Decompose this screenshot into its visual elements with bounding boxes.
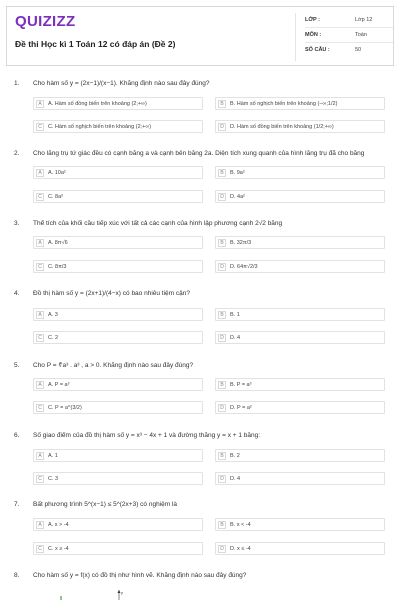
question-number: 6. <box>14 432 20 439</box>
option-d[interactable] <box>215 331 385 344</box>
option-text: D. x ≤ -4 <box>230 546 251 552</box>
option-text: D. 64π√2/3 <box>230 264 258 270</box>
option-c[interactable] <box>33 120 203 133</box>
question-text: Cho lăng trụ tứ giác đều có cạnh bằng a và cạnh bên bằng 2a. Diện tích xung quanh của hình lăng trụ đã cho bằng <box>33 150 365 157</box>
option-letter: D <box>218 545 226 553</box>
header-box <box>6 6 394 66</box>
y-axis-label: y <box>121 590 123 595</box>
info-count-label: SỐ CÂU : <box>305 47 330 53</box>
option-d[interactable] <box>215 120 385 133</box>
option-b[interactable] <box>215 308 385 321</box>
option-letter: A <box>36 100 44 108</box>
info-subject-value: Toán <box>355 32 367 38</box>
option-letter: B <box>218 452 226 460</box>
option-letter: C <box>36 123 44 131</box>
option-a[interactable] <box>33 97 203 110</box>
option-text: C. 8π/3 <box>48 264 67 270</box>
option-letter: B <box>218 169 226 177</box>
question-number: 3. <box>14 220 20 227</box>
info-class-label: LỚP : <box>305 17 320 23</box>
option-text: B. Hàm số nghịch biến trên khoảng (−∞;1/2) <box>230 101 338 107</box>
option-text: C. 8a² <box>48 194 63 200</box>
option-letter: C <box>36 193 44 201</box>
option-letter: C <box>36 404 44 412</box>
option-text: A. 8π√6 <box>48 240 68 246</box>
option-text: A. x > -4 <box>48 522 69 528</box>
question-text: Cho P = ∜a³ . a³ , a > 0. Khẳng định nào sau đây đúng? <box>33 362 194 369</box>
option-a[interactable] <box>33 449 203 462</box>
document-title: Đề thi Học kì 1 Toán 12 có đáp án (Đề 2) <box>15 39 176 49</box>
question-number: 1. <box>14 80 20 87</box>
option-letter: A <box>36 169 44 177</box>
option-d[interactable] <box>215 472 385 485</box>
option-b[interactable] <box>215 518 385 531</box>
option-c[interactable] <box>33 190 203 203</box>
function-graph-partial <box>55 590 125 600</box>
option-letter: B <box>218 521 226 529</box>
question-text: Cho hàm số y = f(x) có đồ thị như hình vẽ. Khẳng định nào sau đây đúng? <box>33 572 247 579</box>
option-text: B. x < -4 <box>230 522 251 528</box>
option-c[interactable] <box>33 331 203 344</box>
option-text: A. P = a³ <box>48 382 70 388</box>
question-text: Đồ thị hàm số y = (2x+1)/(4−x) có bao nhiêu tiệm cận? <box>33 290 190 297</box>
option-letter: C <box>36 263 44 271</box>
option-a[interactable] <box>33 166 203 179</box>
option-text: B. 32π/3 <box>230 240 252 246</box>
option-a[interactable] <box>33 518 203 531</box>
option-letter: A <box>36 381 44 389</box>
option-a[interactable] <box>33 236 203 249</box>
question-number: 2. <box>14 150 20 157</box>
option-letter: D <box>218 404 226 412</box>
option-c[interactable] <box>33 542 203 555</box>
option-text: C. x ≥ -4 <box>48 546 69 552</box>
option-text: D. P = a² <box>230 405 252 411</box>
option-b[interactable] <box>215 166 385 179</box>
question-number: 5. <box>14 362 20 369</box>
option-a[interactable] <box>33 308 203 321</box>
option-c[interactable] <box>33 401 203 414</box>
option-text: A. Hàm số đồng biến trên khoảng (2;+∞) <box>48 101 147 107</box>
option-letter: D <box>218 123 226 131</box>
option-text: C. 2 <box>48 335 59 341</box>
info-class-value: Lớp 12 <box>355 17 373 23</box>
question-text: Thể tích của khối cầu tiếp xúc với tất cả các cạnh của hình lập phương cạnh 2√2 bằng <box>33 220 283 227</box>
option-text: A. 3 <box>48 312 58 318</box>
option-letter: D <box>218 193 226 201</box>
question-text: Số giao điểm của đồ thị hàm số y = x³ − 4x + 1 và đường thẳng y = x + 1 bằng: <box>33 432 261 439</box>
option-d[interactable] <box>215 401 385 414</box>
option-c[interactable] <box>33 472 203 485</box>
question-number: 4. <box>14 290 20 297</box>
option-letter: D <box>218 334 226 342</box>
option-b[interactable] <box>215 449 385 462</box>
option-letter: A <box>36 452 44 460</box>
option-c[interactable] <box>33 260 203 273</box>
option-letter: B <box>218 311 226 319</box>
option-text: D. 4a² <box>230 194 245 200</box>
option-letter: B <box>218 100 226 108</box>
option-letter: C <box>36 545 44 553</box>
option-letter: B <box>218 239 226 247</box>
option-d[interactable] <box>215 260 385 273</box>
option-text: D. 4 <box>230 335 241 341</box>
info-count-value: 50 <box>355 47 362 53</box>
option-text: D. Hàm số đồng biến trên khoảng (1/2;+∞) <box>230 124 334 130</box>
option-letter: D <box>218 475 226 483</box>
option-letter: C <box>36 334 44 342</box>
info-subject-label: MÔN : <box>305 32 322 38</box>
option-text: C. P = a^(3/2) <box>48 405 82 411</box>
info-separator <box>305 42 393 43</box>
question-number: 8. <box>14 572 20 579</box>
option-letter: B <box>218 381 226 389</box>
option-letter: C <box>36 475 44 483</box>
option-b[interactable] <box>215 378 385 391</box>
option-text: B. 9a² <box>230 170 245 176</box>
info-separator <box>305 27 393 28</box>
option-text: C. 3 <box>48 476 59 482</box>
option-text: B. 2 <box>230 453 240 459</box>
question-text: Cho hàm số y = (2x−1)/(x−1). Khẳng định nào sau đây đúng? <box>33 80 210 87</box>
option-text: A. 10a² <box>48 170 66 176</box>
option-letter: A <box>36 239 44 247</box>
option-b[interactable] <box>215 97 385 110</box>
option-text: B. P = a³ <box>230 382 252 388</box>
option-text: B. 1 <box>230 312 240 318</box>
option-text: A. 1 <box>48 453 58 459</box>
option-letter: A <box>36 521 44 529</box>
quizizz-logo: QUIZIZZ <box>15 13 76 30</box>
option-d[interactable] <box>215 190 385 203</box>
option-text: D. 4 <box>230 476 241 482</box>
option-letter: A <box>36 311 44 319</box>
option-a[interactable] <box>33 378 203 391</box>
option-d[interactable] <box>215 542 385 555</box>
option-text: C. Hàm số nghịch biến trên khoảng (2;+∞) <box>48 124 152 130</box>
question-number: 7. <box>14 501 20 508</box>
option-letter: D <box>218 263 226 271</box>
option-b[interactable] <box>215 236 385 249</box>
header-divider <box>295 13 296 61</box>
question-text: Bất phương trình 5^(x−1) ≤ 5^(2x+3) có nghiệm là <box>33 501 178 508</box>
